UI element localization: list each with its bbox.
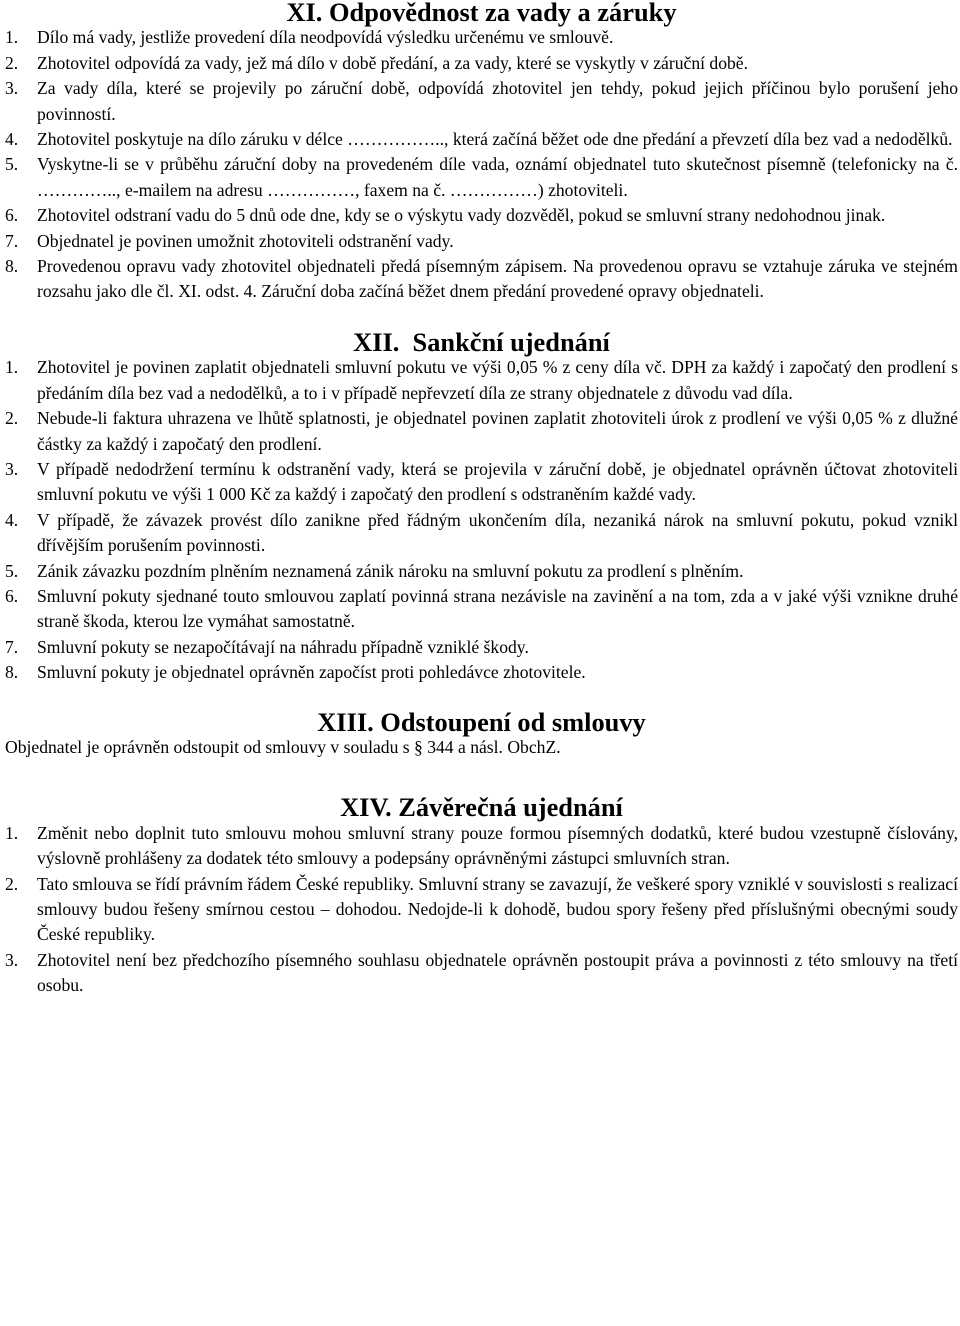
item-number: 1. bbox=[5, 357, 19, 378]
item-text: Tato smlouva se řídí právním řádem České republiky. Smluvní strany se zavazují, že veškeré spory vzniklé v souvislosti s realizací smlouvy budou řešeny smírnou cestou – dohodou. Nedojde-li k dohodě, budou spory řešeny před příslušnými obecnými soudy České republiky. bbox=[37, 873, 958, 945]
item-number: 4. bbox=[5, 129, 19, 150]
item-text: Provedenou opravu vady zhotovitel objednateli předá písemným zápisem. Na provedenou opravu se vztahuje záruka ve stejném rozsahu jako dle čl. XI. odst. 4. Záruční doba začíná běžet dnem předání provedené opravy objednateli. bbox=[37, 256, 958, 302]
list-item bbox=[5, 76, 958, 127]
item-text: Nebude-li faktura uhrazena ve lhůtě splatnosti, je objednatel povinen zaplatit zhotoviteli úrok z prodlení ve výši 0,05 % z dlužné částky za každý i započatý den prodlení. bbox=[37, 408, 958, 454]
item-number: 7. bbox=[5, 230, 19, 251]
item-text: Smluvní pokuty se nezapočítávají na náhradu případně vzniklé škody. bbox=[37, 636, 529, 657]
list-item bbox=[5, 254, 958, 305]
section-xiv bbox=[5, 792, 958, 998]
list-item bbox=[5, 355, 958, 406]
item-text: Za vady díla, které se projevily po záruční době, odpovídá zhotovitel jen tehdy, pokud jejich příčinou bylo porušení jeho povinností. bbox=[37, 78, 958, 124]
list-item bbox=[5, 25, 958, 50]
item-number: 6. bbox=[5, 585, 19, 606]
item-text: V případě nedodržení termínu k odstranění vady, která se projevila v záruční době, je objednatel oprávněn účtovat zhotoviteli smluvní pokutu ve výši 1 000 Kč za každý i započatý den prodlení s odstraněním každé vady. bbox=[37, 458, 958, 505]
item-number: 4. bbox=[5, 509, 19, 530]
list-item bbox=[5, 152, 958, 203]
item-number: 3. bbox=[5, 78, 19, 99]
item-number: 2. bbox=[5, 52, 19, 73]
item-text: Změnit nebo doplnit tuto smlouvu mohou smluvní strany pouze formou písemných dodatků, které budou vzestupně číslovány, výslovně prohlášeny za dodatek této smlouvy a podepsány oprávněnými zástupci smluvních stran. bbox=[37, 822, 958, 869]
clause-list bbox=[5, 355, 958, 685]
item-text: Zhotovitel odstraní vadu do 5 dnů ode dne, kdy se o výskytu vady dozvěděl, pokud se smluvní strany nedohodnou jinak. bbox=[37, 205, 886, 226]
list-item bbox=[5, 229, 958, 254]
list-item bbox=[5, 127, 958, 152]
item-text: Zhotovitel poskytuje na dílo záruku v délce …………….., která začíná běžet ode dne předání a převzetí díla bez vad a nedodělků. bbox=[37, 129, 953, 150]
item-number: 7. bbox=[5, 636, 19, 657]
item-number: 3. bbox=[5, 458, 19, 479]
list-item bbox=[5, 660, 958, 685]
section-xii bbox=[5, 326, 958, 686]
section-heading: XIV. Závěrečná ujednání bbox=[340, 792, 623, 823]
clause-list bbox=[5, 25, 958, 304]
list-item bbox=[5, 51, 958, 76]
item-text: Objednatel je povinen umožnit zhotoviteli odstranění vady. bbox=[37, 230, 454, 251]
item-text: Zhotovitel není bez předchozího písemného souhlasu objednatele oprávněn postoupit práva a povinnosti z této smlouvy na třetí osobu. bbox=[37, 949, 958, 996]
section-heading: XIII. Odstoupení od smlouvy bbox=[317, 706, 646, 737]
item-text: Zhotovitel je povinen zaplatit objednateli smluvní pokutu ve výši 0,05 % z ceny díla vč. DPH za každý i započatý den prodlení s předáním díla bez vad a nedodělků, a to i v případě nepřevzetí díla ze strany objednatele z důvodu vad díla. bbox=[37, 357, 958, 403]
item-number: 3. bbox=[5, 949, 19, 970]
list-item bbox=[5, 872, 958, 948]
item-text: Vyskytne-li se v průběhu záruční doby na provedeném díle vada, oznámí objednatel tuto skutečnost písemně (telefonicky na č. ………….., e-mailem na adresu ……………, faxem na č. ……………) zhotoviteli. bbox=[37, 154, 958, 200]
list-item bbox=[5, 948, 958, 999]
list-item bbox=[5, 559, 958, 584]
list-item bbox=[5, 584, 958, 635]
item-number: 2. bbox=[5, 873, 19, 894]
list-item bbox=[5, 635, 958, 660]
list-item bbox=[5, 406, 958, 457]
item-text: V případě, že závazek provést dílo zanikne před řádným ukončením díla, nezaniká nárok na smluvní pokutu, pokud vznikl dřívějším porušením povinnosti. bbox=[37, 509, 958, 556]
item-number: 8. bbox=[5, 256, 19, 277]
list-item bbox=[5, 457, 958, 508]
item-number: 1. bbox=[5, 27, 19, 48]
section-heading: XII. Sankční ujednání bbox=[353, 326, 610, 357]
item-text: Smluvní pokuty je objednatel oprávněn započíst proti pohledávce zhotovitele. bbox=[37, 662, 586, 683]
item-text: Dílo má vady, jestliže provedení díla neodpovídá výsledku určenému ve smlouvě. bbox=[37, 27, 614, 48]
item-number: 6. bbox=[5, 205, 19, 226]
item-number: 2. bbox=[5, 408, 19, 429]
item-number: 5. bbox=[5, 154, 19, 175]
section-paragraph: Objednatel je oprávněn odstoupit od smlouvy v souladu s § 344 a násl. ObchZ. bbox=[5, 736, 561, 757]
section-xi bbox=[5, 0, 958, 305]
list-item bbox=[5, 203, 958, 228]
item-number: 1. bbox=[5, 822, 19, 843]
list-item bbox=[5, 821, 958, 872]
item-text: Zánik závazku pozdním plněním neznamená zánik nároku na smluvní pokutu za prodlení s plněním. bbox=[37, 560, 744, 581]
section-heading: XI. Odpovědnost za vady a záruky bbox=[286, 0, 677, 27]
clause-list bbox=[5, 821, 958, 999]
item-number: 5. bbox=[5, 560, 19, 581]
item-number: 8. bbox=[5, 662, 19, 683]
item-text: Zhotovitel odpovídá za vady, jež má dílo v době předání, a za vady, které se vyskytly v záruční době. bbox=[37, 52, 749, 73]
list-item bbox=[5, 508, 958, 559]
section-xiii bbox=[5, 706, 958, 761]
item-text: Smluvní pokuty sjednané touto smlouvou zaplatí povinná strana nezávisle na zavinění a na tom, zda a v jaké výši vznikne druhé straně škoda, kterou lze vymáhat samostatně. bbox=[37, 585, 958, 632]
